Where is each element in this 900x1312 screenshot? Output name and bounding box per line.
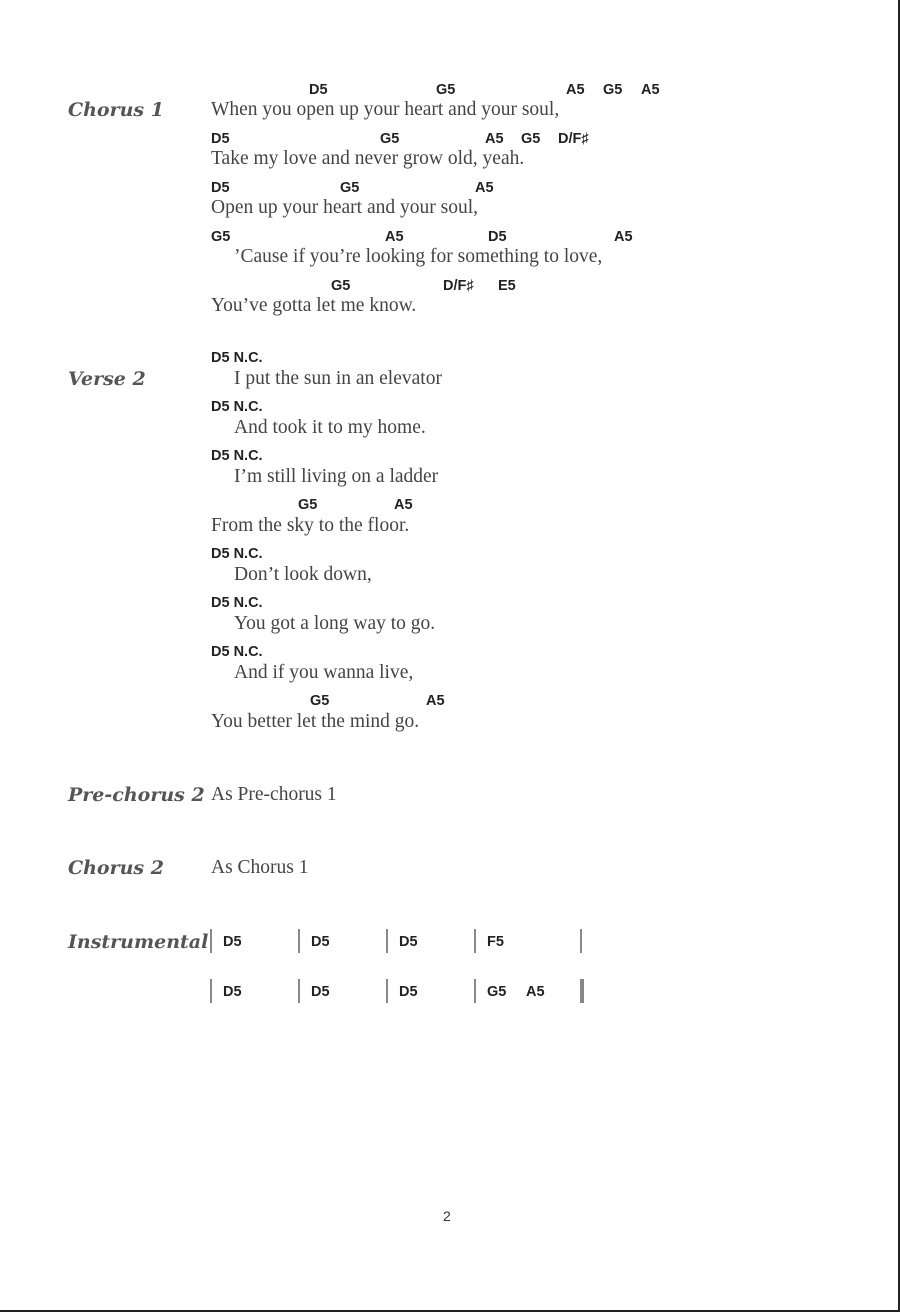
chord: D/F♯ (558, 131, 589, 147)
bar-line (210, 929, 212, 953)
bar-line (386, 929, 388, 953)
lyric-line: I’m still living on a ladder (234, 466, 439, 487)
chord: D5 (311, 934, 330, 950)
chord: D5 (311, 984, 330, 1000)
chorus-2-label: Chorus 2 (68, 857, 164, 879)
chord: A5 (614, 229, 633, 245)
chorus-1-label: Chorus 1 (68, 99, 164, 121)
chord: D5 (223, 934, 242, 950)
verse-2-label: Verse 2 (68, 368, 146, 390)
lyric-line: And if you wanna live, (234, 662, 414, 683)
lyric-line: I put the sun in an elevator (234, 368, 442, 389)
chord: G5 (487, 984, 507, 1000)
pre-chorus-2-label: Pre-chorus 2 (68, 784, 205, 806)
chord: G5 (521, 131, 541, 147)
bar-line (386, 979, 388, 1003)
chord: G5 (211, 229, 231, 245)
lyric-line: ’Cause if you’re looking for something to love, (234, 246, 603, 267)
chord: D5 N.C. (211, 448, 263, 464)
chord: D/F♯ (443, 278, 474, 294)
chorus-2-text: As Chorus 1 (211, 857, 309, 878)
chord: G5 (331, 278, 351, 294)
lyric-line: From the sky to the floor. (211, 515, 410, 536)
page-number: 2 (443, 1208, 451, 1224)
chord: D5 N.C. (211, 399, 263, 415)
bar-line (210, 979, 212, 1003)
chord: G5 (380, 131, 400, 147)
chord: A5 (385, 229, 404, 245)
bar-line (298, 979, 300, 1003)
chord: G5 (310, 693, 330, 709)
chord: G5 (603, 82, 623, 98)
chord: G5 (340, 180, 360, 196)
chord: D5 (399, 984, 418, 1000)
chord: A5 (641, 82, 660, 98)
chord: A5 (566, 82, 585, 98)
chord: D5 (488, 229, 507, 245)
bar-line (298, 929, 300, 953)
chord: E5 (498, 278, 516, 294)
lyric-line: Don’t look down, (234, 564, 372, 585)
chord: A5 (526, 984, 545, 1000)
chord: G5 (298, 497, 318, 513)
bar-line (580, 929, 582, 953)
instrumental-label: Instrumental (68, 931, 209, 953)
pre-chorus-2-text: As Pre-chorus 1 (211, 784, 337, 805)
lyric-line: Open up your heart and your soul, (211, 197, 478, 218)
chord: A5 (394, 497, 413, 513)
chord: D5 N.C. (211, 595, 263, 611)
bar-line (580, 979, 584, 1003)
chord: D5 (399, 934, 418, 950)
bar-line (474, 929, 476, 953)
chord: D5 (223, 984, 242, 1000)
chord: A5 (426, 693, 445, 709)
chord: G5 (436, 82, 456, 98)
chord: D5 N.C. (211, 350, 263, 366)
lyric-line: You’ve gotta let me know. (211, 295, 417, 316)
chord: D5 N.C. (211, 644, 263, 660)
chord: D5 (211, 180, 230, 196)
lyric-line: You better let the mind go. (211, 711, 420, 732)
chord: D5 N.C. (211, 546, 263, 562)
lyric-line: You got a long way to go. (234, 613, 436, 634)
lyric-line: And took it to my home. (234, 417, 426, 438)
chord: D5 (309, 82, 328, 98)
chord: A5 (475, 180, 494, 196)
lyric-line: Take my love and never grow old, yeah. (211, 148, 525, 169)
lyric-line: When you open up your heart and your soul, (211, 99, 560, 120)
chord: F5 (487, 934, 504, 950)
chord: A5 (485, 131, 504, 147)
bar-line (474, 979, 476, 1003)
chord: D5 (211, 131, 230, 147)
